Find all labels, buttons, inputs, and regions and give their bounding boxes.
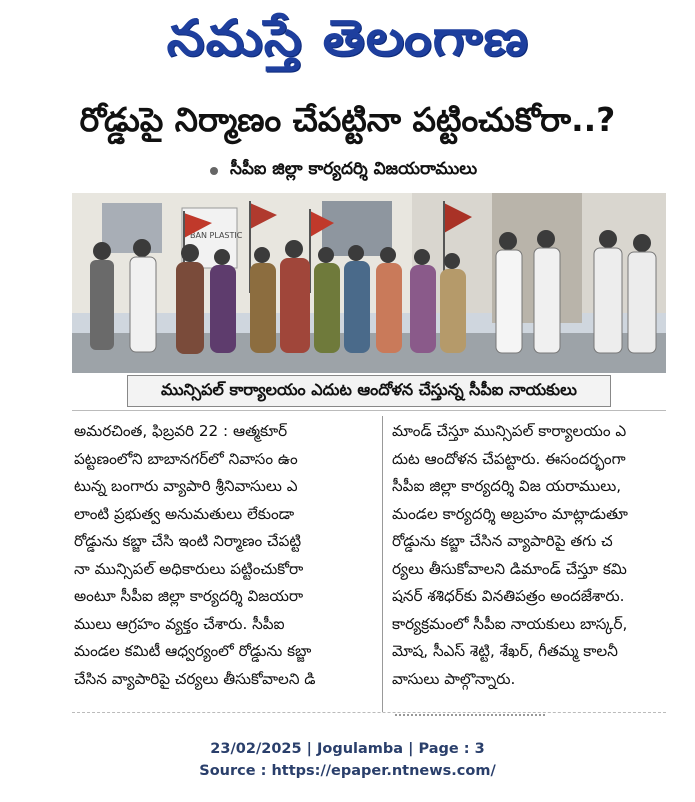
article-column-right — [392, 418, 666, 693]
body-line: పట్టణంలోని బాబానగర్‌లో నివాసం ఉం — [74, 449, 298, 468]
body-line: ములు ఆగ్రహం వ్యక్తం చేశారు. సీపీఐ — [74, 614, 285, 633]
article-subheadline — [210, 158, 477, 184]
body-line: షనర్ శశిధర్‌కు వినతిపత్రం అందజేశారు. — [392, 587, 625, 605]
body-line: మాండ్ చేస్తూ మున్సిపల్ కార్యాలయం ఎ — [392, 422, 627, 440]
column-divider — [382, 416, 383, 712]
body-line: లాంటి ప్రభుత్వ అనుమతులు లేకుండా — [74, 504, 295, 523]
footer-source: Source : https://epaper.ntnews.com/ — [199, 763, 496, 779]
body-line: మండల కార్యదర్శి అబ్రహం మాట్లాడుతూ — [392, 504, 628, 523]
body-line: రోడ్డును కబ్జా చేసి ఇంటి నిర్మాణం చేపట్టి — [74, 532, 302, 550]
footer-date-edition: 23/02/2025 | Jogulamba | Page : 3 — [210, 741, 485, 757]
photo-caption: మున్సిపల్ కార్యాలయం ఎదుట ఆందోళన చేస్తున్న సీపీఐ నాయకులు — [161, 379, 577, 399]
bullet-icon — [210, 167, 218, 175]
photo-sign: BAN PLASTIC — [190, 231, 243, 240]
article-top-rule — [72, 410, 666, 411]
article-column-left — [74, 418, 374, 693]
masthead-title: నమస్తే తెలంగాణ — [166, 8, 529, 67]
news-photo — [72, 193, 666, 373]
body-line: దుట ఆందోళన చేపట్టారు. ఈసందర్భంగా — [392, 449, 626, 468]
photo-caption-box — [127, 375, 611, 407]
article-headline: రోడ్డుపై నిర్మాణం చేపట్టినా పట్టించుకోరా..? — [79, 100, 616, 139]
body-line: ర్యలు తీసుకోవాలని డిమాండ్ చేస్తూ కమి — [392, 559, 627, 578]
body-line: వాసులు పాల్గొన్నారు. — [392, 669, 516, 688]
body-line: అంటూ సీపీఐ జిల్లా కార్యదర్శి విజయరా — [74, 587, 304, 605]
body-line: టున్న బంగారు వ్యాపారి శ్రీనివాసులు ఎ — [74, 477, 298, 495]
body-line: చేసిన వ్యాపారిపై చర్యలు తీసుకోవాలని డి — [74, 669, 316, 688]
body-line: అమరచింత, ఫిబ్రవరి 22 : ఆత్మకూర్ — [74, 422, 288, 440]
protest-photo-illustration — [72, 193, 666, 373]
body-line: నా మున్సిపల్ అధికారులు పట్టించుకోరా — [74, 559, 304, 578]
body-line: మోష, సీఎస్ శెట్టి, శేఖర్, గీతమ్మ కాలనీ — [392, 642, 618, 660]
cut-off-text-remnant — [395, 714, 545, 720]
body-line: సీపీఐ జిల్లా కార్యదర్శి విజ యరాములు, — [392, 477, 622, 495]
body-line: మండల కమిటీ ఆధ్వర్యంలో రోడ్డును కబ్జా — [74, 642, 312, 660]
article-bottom-rule — [72, 712, 666, 714]
body-line: రోడ్డును కబ్జా చేసిన వ్యాపారిపై తగు చ — [392, 532, 613, 550]
body-line: కార్యక్రమంలో సీపీఐ నాయకులు బాస్కర్, — [392, 614, 628, 633]
newspaper-masthead — [0, 4, 695, 84]
subheadline-text: సీపీఐ జిల్లా కార్యదర్శి విజయరాములు — [230, 159, 478, 179]
